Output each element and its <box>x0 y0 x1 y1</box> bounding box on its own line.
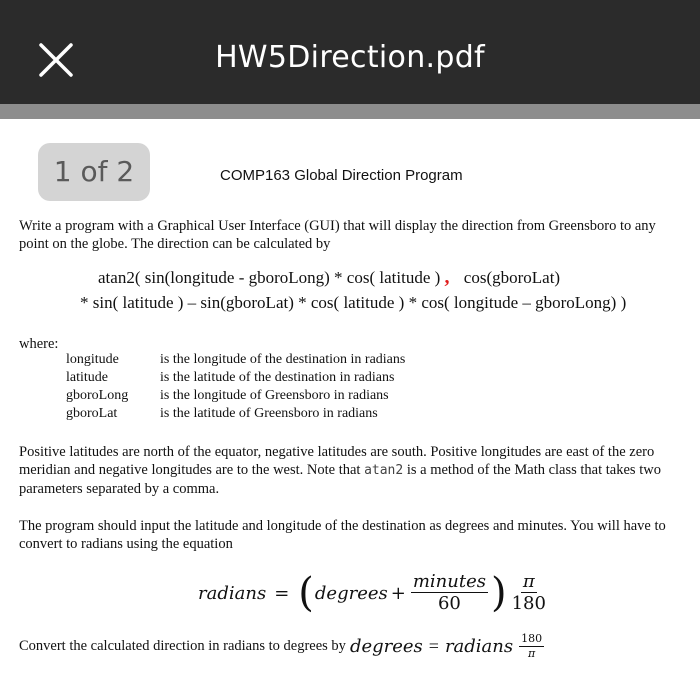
formula-part-b: cos(gboroLat) <box>463 268 561 287</box>
input-paragraph: The program should input the latitude and longitude of the destination as degrees and minutes. You will have to convert to radians using the equation <box>19 518 666 552</box>
convert-180: 180 <box>521 632 543 645</box>
definition-row <box>66 369 405 387</box>
where-label: where: <box>19 336 59 352</box>
eq-radians: radians <box>198 582 267 604</box>
atan2-code: atan2 <box>364 463 404 478</box>
intro-paragraph: Write a program with a Graphical User Interface (GUI) that will display the direction from Greensboro to any point on the globe. The direction can be calculated by <box>19 218 656 252</box>
variable-name: gboroLat <box>66 406 118 421</box>
definition-row <box>66 351 405 369</box>
convert-text: Convert the calculated direction in radians to degrees by <box>19 638 346 654</box>
definition-row <box>66 387 405 405</box>
eq-degrees: degrees <box>314 582 388 604</box>
variable-name: gboroLong <box>66 388 129 403</box>
formula-line-2: * sin( latitude ) – sin(gboroLat) * cos( latitude ) * cos( longitude – gboroLong) ) <box>80 293 627 312</box>
page-counter-badge: 1 of 2 <box>38 143 150 201</box>
variable-name: latitude <box>66 370 108 385</box>
variable-description: is the latitude of the destination in radians <box>160 370 395 385</box>
document-title: COMP163 Global Direction Program <box>220 167 463 184</box>
eq-180: 180 <box>511 592 546 614</box>
eq-sixty: 60 <box>437 592 461 614</box>
formula-comma: , <box>444 266 450 288</box>
variable-definitions <box>66 351 405 423</box>
convert-fraction <box>519 632 544 661</box>
variable-description: is the longitude of Greensboro in radians <box>160 388 389 403</box>
variable-description: is the longitude of the destination in radians <box>160 352 406 367</box>
top-bar <box>0 0 700 104</box>
document-filename: HW5Direction.pdf <box>215 40 485 75</box>
convert-equals: = <box>428 636 439 656</box>
coordinates-text-b: is a method of the Math class that takes two parameters separated by a comma. <box>19 462 661 497</box>
eq-fraction-pi <box>510 572 548 615</box>
eq-fraction-minutes <box>411 572 488 615</box>
eq-plus: + <box>390 582 406 604</box>
eq-close-paren: ) <box>490 570 507 616</box>
variable-name: longitude <box>66 352 119 367</box>
coordinates-paragraph <box>19 443 679 498</box>
eq-pi: π <box>522 570 535 592</box>
toolbar-divider <box>0 104 700 119</box>
coordinates-text-a: Positive latitudes are north of the equator, negative latitudes are south. Positive longitudes are east of the zero meridian and negative longitudes are to the west. Note that <box>19 444 655 478</box>
convert-radians: radians <box>444 636 514 657</box>
eq-equals: = <box>274 582 290 604</box>
convert-pi: π <box>528 647 536 660</box>
definition-row <box>66 405 405 423</box>
convert-degrees: degrees <box>349 636 423 657</box>
eq-open-paren: ( <box>298 570 314 616</box>
convert-paragraph <box>19 632 544 661</box>
formula-line-1 <box>98 266 560 289</box>
eq-minutes: minutes <box>412 570 486 592</box>
formula-part-a: atan2( sin(longitude - gboroLong) * cos( latitude ) <box>98 268 441 287</box>
radians-equation <box>198 566 550 620</box>
variable-description: is the latitude of Greensboro in radians <box>160 406 378 421</box>
